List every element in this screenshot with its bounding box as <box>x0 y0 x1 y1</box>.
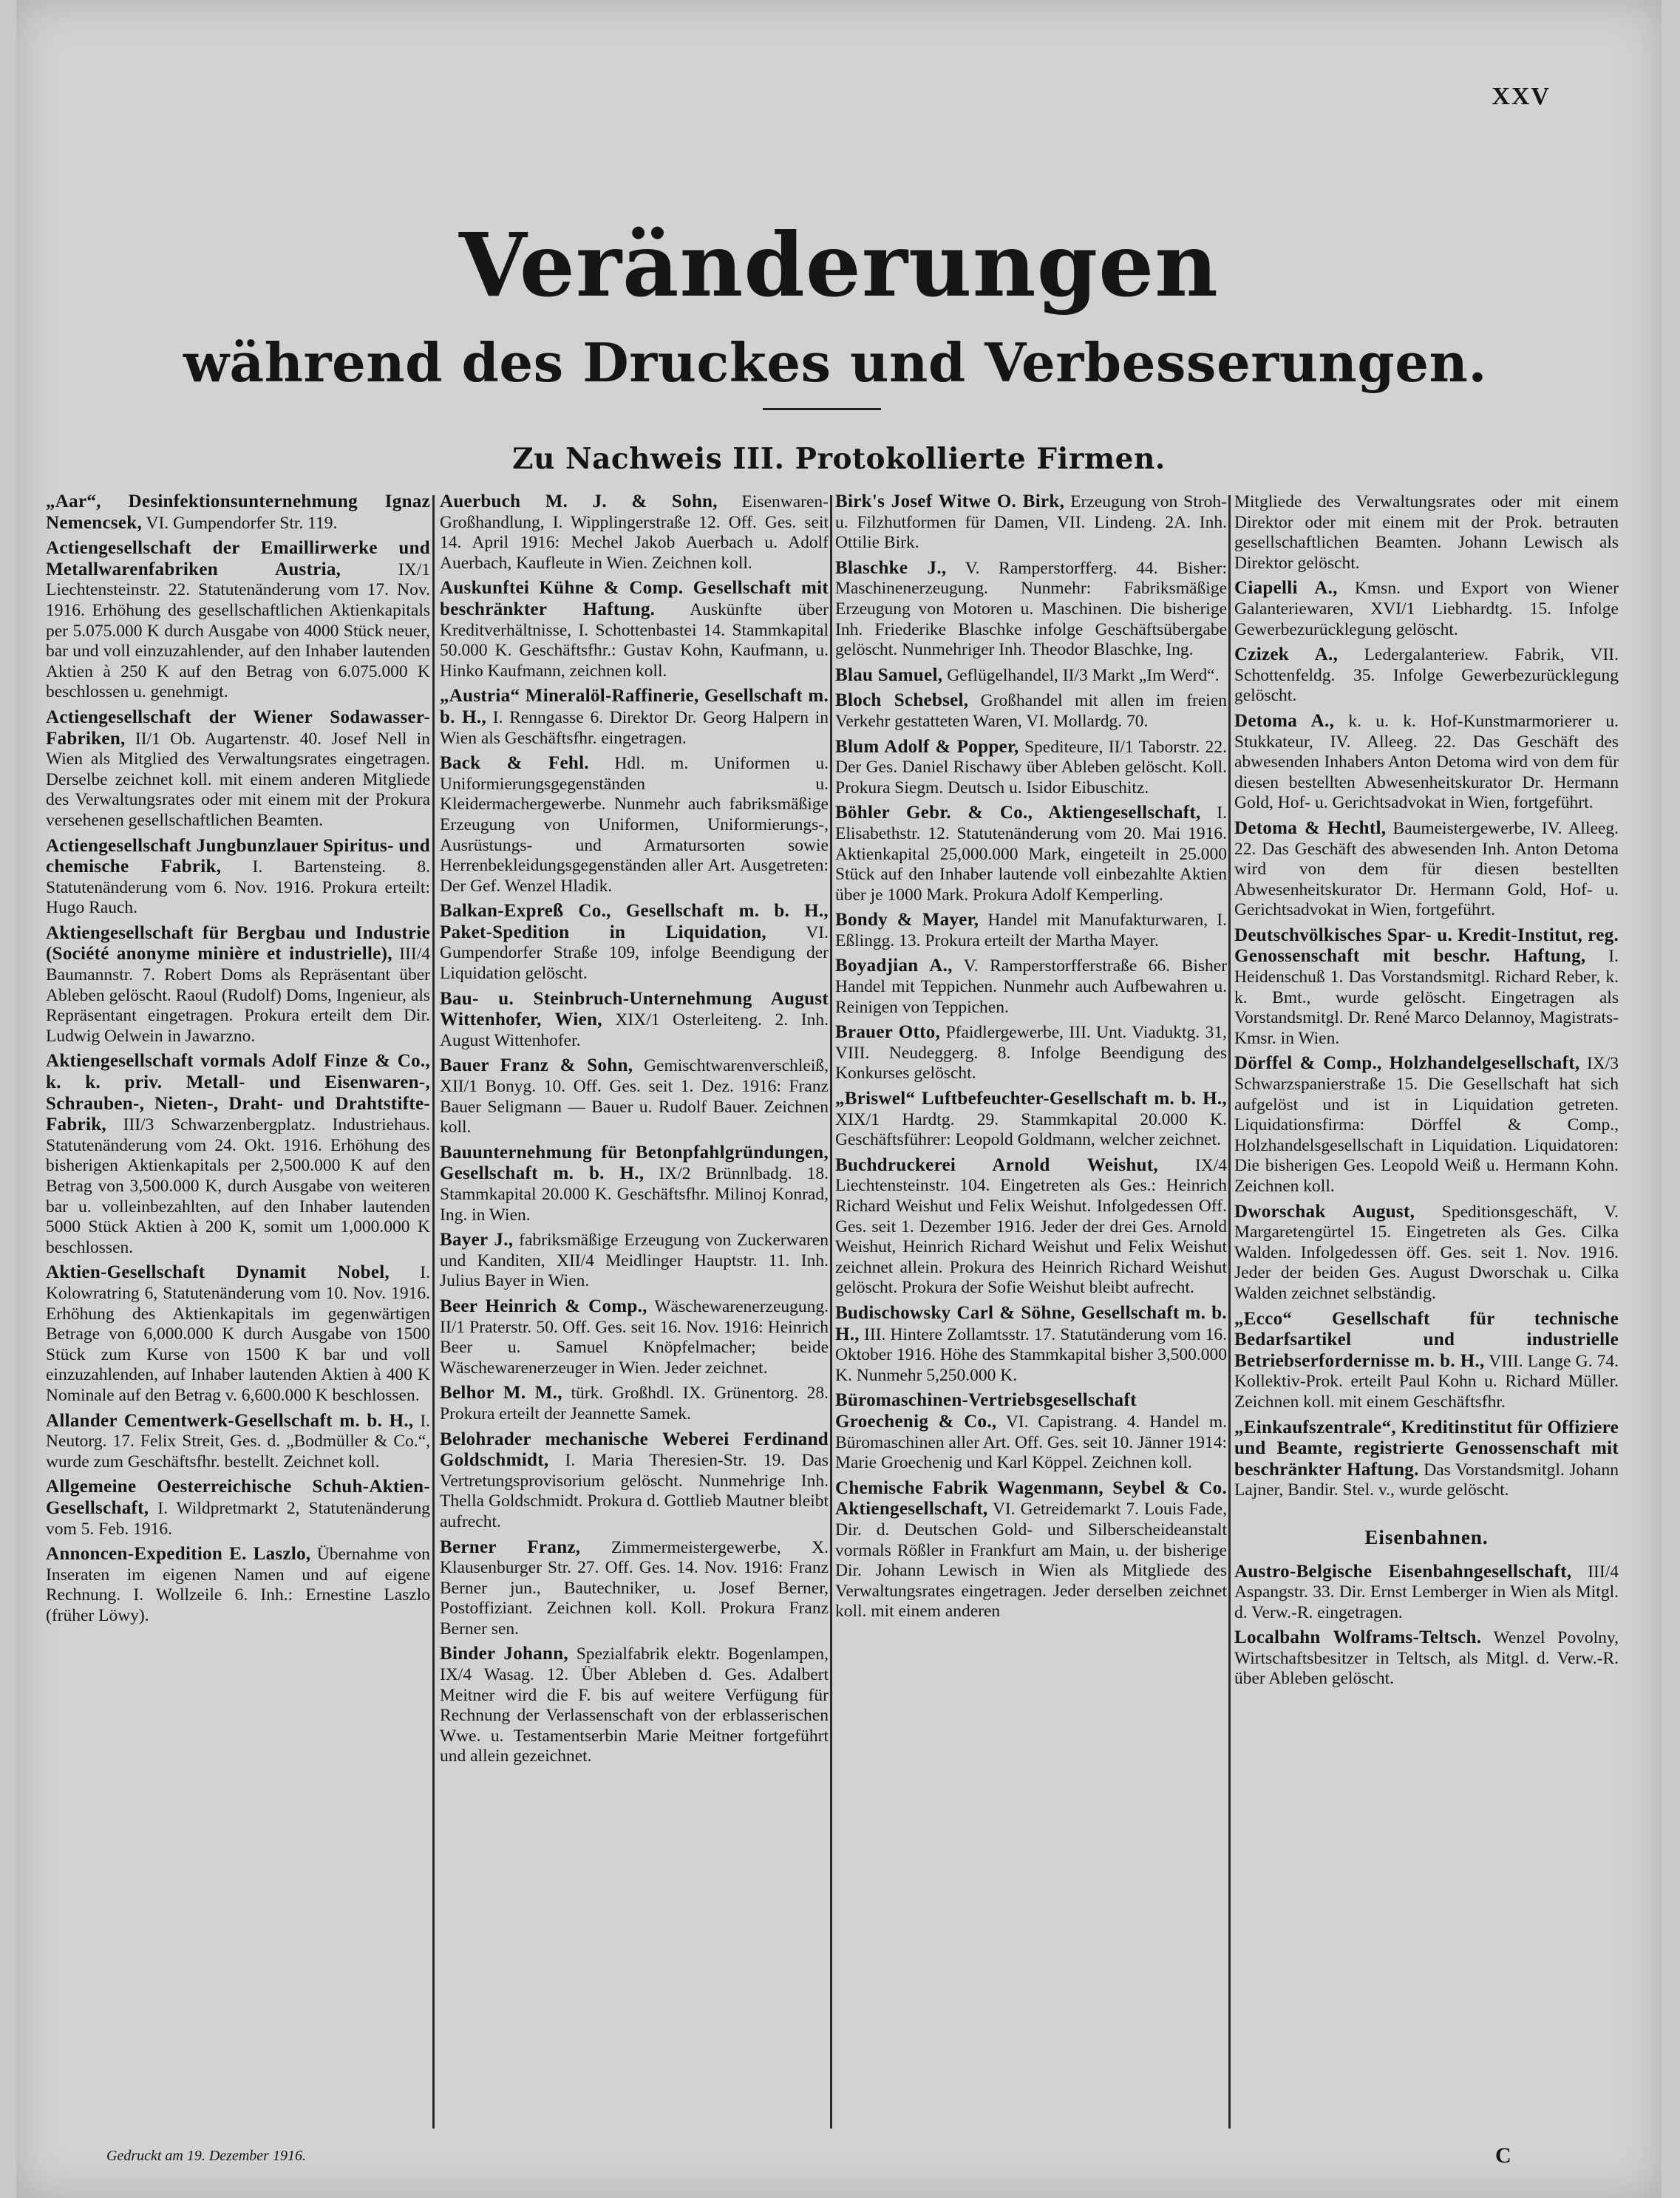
entry-text: fabriksmäßige Erzeugung von Zuckerwaren und Kanditen, XII/4 Meidlinger Hauptstr. 11. Inh. Julius Bayer in Wien. <box>440 1231 829 1291</box>
entry-name: Deutschvölkisches Spar- u. Kredit-Institut, reg. Genossenschaft mit beschr. Haftung, <box>1234 925 1619 967</box>
entry-name: Actiengesellschaft der Emaillirwerke und Metallwarenfabriken Austria, <box>46 538 430 579</box>
entry <box>440 1644 829 1767</box>
entry-name: Budischowsky Carl & Söhne, Gesellschaft m. b. H., <box>835 1302 1227 1344</box>
entry <box>1234 644 1619 707</box>
column-divider <box>1228 495 1231 2129</box>
entry <box>440 901 829 984</box>
entry <box>440 1143 829 1225</box>
entry <box>46 538 430 703</box>
entry-name: Beer Heinrich & Comp., <box>440 1296 647 1316</box>
entry <box>1234 925 1619 1049</box>
entry-name: „Einkaufszentrale“, Kreditinstitut für Offiziere und Beamte, registrierte Genossenschaft mit beschränkter Haftung. <box>1234 1417 1619 1480</box>
entry-name: Buchdruckerei Arnold Weishut, <box>835 1154 1158 1175</box>
entry-text: III. Hintere Zollamtsstr. 17. Statutänderung vom 16. Oktober 1916. Höhe des Stammkapital bisher 3,500.000 K. Nunmehr 5,250.000 K. <box>835 1324 1227 1385</box>
entry-name: Aktiengesellschaft für Bergbau und Industrie (Société anonyme minière et industrielle), <box>46 922 430 964</box>
entry <box>46 923 430 1047</box>
entry-text: türk. Großhdl. IX. Grünentorg. 28. Prokura erteilt der Jeannette Samek. <box>440 1384 829 1423</box>
entry-name: Ciapelli A., <box>1234 578 1338 599</box>
entry-text: I. Maria Theresien-Str. 19. Das Vertretungsprovisorium gelöscht. Nunmehrige Inh. Thella Goldschmidt. Prokura d. Gottlieb Mautner bleibt aufrecht. <box>440 1451 829 1531</box>
entry <box>46 1544 430 1626</box>
entry-name: Detoma A., <box>1234 710 1335 731</box>
entry-text: VI. Gumpendorfer Straße 109, infolge Beendigung der Liquidation gelöscht. <box>440 922 829 984</box>
entry <box>1234 1627 1619 1690</box>
entry-text: Wenzel Povolny, Wirtschaftsbesitzer in Teltsch, als Mitgl. d. Verw.-R. über Ableben gelöscht. <box>1234 1628 1619 1689</box>
entry-text: Spezialfabrik elektr. Bogenlampen, IX/4 Wasag. 12. Über Ableben d. Ges. Adalbert Meitner wird die F. bis auf weitere Verfügung für Rechnung der Verlassenschaft von der erblasserischen Wwe. u. Testamentserbin Marie Meitner fortgeführt und allein gezeichnet. <box>440 1644 829 1766</box>
entry <box>835 956 1227 1018</box>
entry <box>440 1537 829 1640</box>
entry-text: Kmsn. und Export von Wiener Galanteriewaren, XVI/1 Liebhardtg. 15. Infolge Gewerbezurücklegung gelöscht. <box>1234 579 1619 639</box>
entry-name: Blaschke J., <box>835 557 947 578</box>
entry <box>440 1296 829 1378</box>
entry <box>440 1383 829 1424</box>
entry-name: Dörffel & Comp., Holzhandelgesellschaft, <box>1234 1053 1580 1074</box>
printed-date-note: Gedruckt am 19. Dezember 1916. <box>106 2148 306 2164</box>
entry-name: Blum Adolf & Popper, <box>835 736 1019 757</box>
entry <box>440 686 829 749</box>
entry-name: Localbahn Wolframs-Teltsch. <box>1234 1627 1482 1648</box>
entry-name: Birk's Josef Witwe O. Birk, <box>835 491 1065 511</box>
entry-name: „Briswel“ Luftbefeuchter-Gesellschaft m. b. H., <box>835 1089 1227 1109</box>
entry-name: Balkan-Expreß Co., Gesellschaft m. b. H., Paket-Spedition in Liquidation, <box>440 901 829 942</box>
entry <box>440 1429 829 1533</box>
entry-text: VI. Capistrang. 4. Handel m. Büromaschinen aller Art. Off. Ges. seit 10. Jänner 1914: Marie Groechenig und Karl Köppel. Zeichnen koll. <box>835 1412 1227 1473</box>
entry-text: VI. Gumpendorfer Str. 119. <box>146 513 338 533</box>
entry <box>835 1155 1227 1299</box>
entry-name: Auerbuch M. J. & Sohn, <box>440 491 718 511</box>
entry-text: Ledergalanteriew. Fabrik, VII. Schottenfeldg. 35. Infolge Gewerbezurücklegung gelöscht. <box>1234 645 1619 706</box>
entry <box>1234 578 1619 640</box>
entry <box>835 665 1227 687</box>
entry-name: Binder Johann, <box>440 1644 568 1664</box>
entry-text: Gemischtwarenverschleiß, XII/1 Bonyg. 10. Off. Ges. seit 1. Dez. 1916: Franz Bauer Seligmann — Bauer u. Rudolf Bauer. Zeichnen koll. <box>440 1056 829 1137</box>
sub-title: während des Druckes und Verbesserungen. <box>183 331 1487 394</box>
entry-name: „Aar“, Desinfektionsunternehmung Ignaz Nemencsek, <box>46 491 430 533</box>
entry <box>440 1055 829 1137</box>
entry <box>440 578 829 681</box>
entry-name: Bau- u. Steinbruch-Unternehmung August Wittenhofer, Wien, <box>440 988 829 1030</box>
entry-text: Erzeugung von Stroh- u. Filzhutformen für Damen, VII. Lindeng. 2A. Inh. Ottilie Birk. <box>835 492 1227 553</box>
entry <box>835 1089 1227 1151</box>
entry-name: Dworschak August, <box>1234 1201 1415 1222</box>
entry-name: Allgemeine Oesterreichische Schuh-Aktien-Gesellschaft, <box>46 1477 430 1518</box>
entry <box>440 491 829 574</box>
entry-text: Wäschewarenerzeugung. II/1 Praterstr. 50. Off. Ges. seit 16. Nov. 1916: Heinrich Beer u. Samuel Knöpfelmacher; beide Wäschewarenerzeuger in Wien. Jeder zeichnet. <box>440 1296 829 1378</box>
entry-name: Actiengesellschaft der Wiener Sodawasser-Fabriken, <box>46 707 430 749</box>
title-divider <box>763 408 881 410</box>
entry <box>440 753 829 896</box>
entry-text: IX/1 Liechtensteinstr. 22. Statutenänderung vom 17. Nov. 1916. Erhöhung des gesellschaftlichen Aktienkapitals per 5.075.000 K durch Ausgabe von 4000 Stück neuer, bar und voll einzuzahlender, auf den Inhaber lautenden Aktien à 250 K auf den Betrag von 6.075.000 K beschlossen u. genehmigt. <box>46 559 430 702</box>
entry-text: I. Elisabethstr. 12. Statutenänderung vom 20. Mai 1916. Aktienkapital 25,000.000 Mark, eingeteilt in 25.000 Stück auf den Inhaber lautende voll einbezahlte Aktien über je 1000 Mark. Prokura Adolf Kemperling. <box>835 803 1227 905</box>
entry <box>1234 1309 1619 1413</box>
section-heading: Zu Nachweis III. Protokollierte Firmen. <box>512 442 1166 476</box>
entry-text: V. Ramperstorfferg. 44. Bisher: Maschinenerzeugung. Nunmehr: Fabriksmäßige Erzeugung von Motoren u. Maschinen. Die bisherige Inh. Friederike Blaschke infolge Geschäftsübergabe gelöscht. Nunmehriger Inh. Theodor Blaschke, Ing. <box>835 558 1227 660</box>
entry-text: Das Vorstandsmitgl. Johann Lajner, Bandir. Stel. v., wurde gelöscht. <box>1234 1460 1619 1500</box>
entry-name: „Ecco“ Gesellschaft für technische Bedarfsartikel und industrielle Betriebserfordernisse m. b. H., <box>1234 1308 1619 1371</box>
entry-name: Annoncen-Expedition E. Laszlo, <box>46 1544 311 1565</box>
text-column-2 <box>440 491 829 2143</box>
entry-name: Belhor M. M., <box>440 1383 562 1403</box>
entry-name: Czizek A., <box>1234 644 1339 665</box>
entry-text: Geflügelhandel, II/3 Markt „Im Werd“. <box>947 665 1220 685</box>
entry-name: Detoma & Hechtl, <box>1234 817 1387 838</box>
entry <box>835 690 1227 732</box>
entry-text: IX/2 Brünnlbadg. 18. Stammkapital 20.000 K. Geschäftsfhr. Milinoj Konrad, Ing. in Wien. <box>440 1164 829 1225</box>
entry-name: Belohrader mechanische Weberei Ferdinand Goldschmidt, <box>440 1429 829 1471</box>
entry-name: Büromaschinen-Vertriebsgesellschaft Groechenig & Co., <box>835 1390 1137 1432</box>
entry <box>440 1230 829 1292</box>
document-page <box>16 0 1662 2198</box>
entry-text: Auskünfte über Kreditverhältnisse, I. Schottenbastei 14. Stammkapital 50.000 K. Geschäftsfhr.: Gustav Kohn, Kaufmann, u. Hinko Kaufmann, zeichnen koll. <box>440 599 829 681</box>
entry-name: Brauer Otto, <box>835 1022 941 1043</box>
entry <box>1234 711 1619 814</box>
entry-name: Bauunternehmung für Betonpfahlgründungen, Gesellschaft m. b. H., <box>440 1142 829 1184</box>
entry-text: III/3 Schwarzenbergplatz. Industriehaus. Statutenänderung vom 24. Okt. 1916. Erhöhung des bisherigen Aktienkapitals per 2,500.000 K auf den Betrag von 3,500.000 K, durch Ausgabe von weiteren bar u. volleinbezahlten, auf den Inhaber lautenden 5000 Stück Aktien à 200 K, somit um 1,000.000 K beschlossen. <box>46 1115 430 1257</box>
entry <box>46 1411 430 1473</box>
entry-text: IX/4 Liechtensteinstr. 104. Eingetreten als Ges.: Heinrich Richard Weishut und Felix Weishut. Infolgedessen Off. Ges. seit 1. Dezember 1916. Jeder der drei Ges. Arnold Weishut, Heinrich Richard Weishut und Felix Weishut zeichnet allein. Prokura des Heinrich Richard Weishut gelöscht. Prokura der Sofie Weishut bleibt aufrecht. <box>835 1155 1227 1298</box>
entry-text: I. Heidenschuß 1. Das Vorstandsmitgl. Richard Reber, k. k. Bmt., wurde gelöscht. Eingetragen als Vorstandsmitgl. Dr. René Marco Delannoy, Magistrats-Kmsr. in Wien. <box>1234 947 1619 1048</box>
entry-name: Austro-Belgische Eisenbahngesellschaft, <box>1234 1561 1572 1582</box>
entry <box>46 1477 430 1539</box>
entry-name: Actiengesellschaft Jungbunzlauer Spiritus- und chemische Fabrik, <box>46 835 430 877</box>
entry-name: Bloch Schebsel, <box>835 690 969 711</box>
entry <box>835 1303 1227 1386</box>
entry-name: Chemische Fabrik Wagenmann, Seybel & Co. Aktiengesellschaft, <box>835 1477 1227 1520</box>
column-divider <box>432 495 435 2129</box>
entry-text: Großhandel mit allen im freien Verkehr gestatteten Waren, VI. Mollardg. 70. <box>835 691 1227 731</box>
entry <box>46 491 430 534</box>
entry-name: Aktiengesellschaft vormals Adolf Finze & Co., k. k. priv. Metall- und Eisenwaren-, Schrauben-, Nieten-, Draht- und Drahtstifte-Fabrik, <box>46 1051 430 1135</box>
entry <box>1234 1562 1619 1624</box>
entry-name: Back & Fehl. <box>440 753 589 774</box>
page-number: XXV <box>1492 83 1551 110</box>
entry-name: „Austria“ Mineralöl-Raffinerie, Gesellschaft m. b. H., <box>440 686 829 727</box>
entry-text: Übernahme von Inseraten im eigenen Namen und auf eigene Rechnung. I. Wollzeile 6. Inh.: Ernestine Laszlo (früher Löwy). <box>46 1545 430 1625</box>
entry-text: I. Bartensteing. 8. Statutenänderung vom 6. Nov. 1916. Prokura erteilt: Hugo Rauch. <box>46 857 430 918</box>
entry-text: I. Kolowratring 6, Statutenänderung vom 10. Nov. 1916. Erhöhung des Aktienkapitals im gegenwärtigen Betrage von 6,000.000 K durch Ausgabe von 1500 Stück zum Kurse von 1500 K bar und voll einzuzahlenden, auf Inhaber lautenden Aktien à 400 K Nominale auf den Betrag v. 6,600.000 K beschlossen. <box>46 1263 430 1405</box>
entry-text: XIX/1 Osterleiteng. 2. Inh. August Wittenhofer. <box>440 1010 829 1050</box>
entry-text: XIX/1 Hardtg. 29. Stammkapital 20.000 K. Geschäftsführer: Leopold Goldmann, welcher zeichnet. <box>835 1109 1227 1150</box>
entry-name: Boyadjian A., <box>835 956 953 976</box>
sub-heading-railways: Eisenbahnen. <box>1364 1525 1489 1548</box>
entry-name: Böhler Gebr. & Co., Aktiengesellschaft, <box>835 803 1201 823</box>
entry <box>1234 818 1619 921</box>
entry-text: I. Neutorg. 17. Felix Streit, Ges. d. „Bodmüller & Co.“, wurde zum Geschäftsfhr. bestellt. Zeichnet koll. <box>46 1411 430 1471</box>
entry <box>835 1390 1227 1473</box>
main-title: Veränderungen <box>459 214 1219 316</box>
entry-text: VI. Getreidemarkt 7. Louis Fade, Dir. d. Deutschen Gold- und Silberscheideanstalt vormals Rößler in Frankfurt am Main, u. der bisherige Dir. Johann Lewisch in Wien als Mitgliede des Verwaltungsrates eingetragen. Jeder derselben zeichnet koll. mit einem anderen <box>835 1500 1227 1622</box>
entry <box>46 1262 430 1406</box>
entry-text: Spediteure, II/1 Taborstr. 22. Der Ges. Daniel Rischawy über Ableben gelöscht. Koll. Prokura Siegm. Deutsch u. Isidor Eibuschitz. <box>835 737 1227 797</box>
entry <box>835 803 1227 905</box>
entry <box>46 707 430 831</box>
entry <box>835 1022 1227 1084</box>
entry-name: Aktien-Gesellschaft Dynamit Nobel, <box>46 1262 390 1283</box>
entry-text: IX/3 Schwarzspanierstraße 15. Die Gesellschaft hat sich aufgelöst und ist in Liquidation getreten. Liquidationsfirma: Dörffel & Comp., Holzhandelsgesellschaft in Liquidation. Liquidatoren: Die bisherigen Ges. Leopold Weiß u. Hermann Kohn. Zeichnen koll. <box>1234 1054 1619 1196</box>
entry-text: Eisenwaren-Großhandlung, I. Wipplingerstraße 12. Off. Ges. seit 14. April 1916: Mechel Jakob Auerbach u. Adolf Auerbach, Kaufleute in Wien. Zeichnen koll. <box>440 492 829 573</box>
entry-name: Bayer J., <box>440 1230 514 1251</box>
entry-text: Handel mit Manufakturwaren, I. Eßlingg. 13. Prokura erteilt der Martha Mayer. <box>835 911 1227 950</box>
text-column-1 <box>46 491 430 2143</box>
entry-text: I. Wildpretmarkt 2, Statutenänderung vom 5. Feb. 1916. <box>46 1498 430 1539</box>
entry <box>1234 1202 1619 1304</box>
entry-text: k. u. k. Hof-Kunstmarmorierer u. Stukkateur, IV. Alleeg. 22. Das Geschäft des abwesenden Inhabers Anton Detoma wird von dem für diesen bestellten Abwesenheitskurator Dr. Hermann Gold, Hof- u. Gerichtsadvokat in Wien, fortgeführt. <box>1234 711 1619 813</box>
entry <box>1234 491 1619 574</box>
entry <box>835 558 1227 661</box>
entry <box>835 1478 1227 1622</box>
entry <box>1234 1053 1619 1197</box>
entry <box>835 910 1227 951</box>
entry-text: I. Renngasse 6. Direktor Dr. Georg Halpern in Wien als Geschäftsfhr. eingetragen. <box>440 707 829 748</box>
entry-text: III/4 Baumannstr. 7. Robert Doms als Repräsentant über Ableben gelöscht. Raoul (Rudolf) Doms, Ingenieur, als Repräsentant eingetragen. Prokura erteilt dem Dir. Ludwig Oelwein in Jawarzno. <box>46 945 430 1046</box>
entry-text: Hdl. m. Uniformen u. Uniformierungsgegenständen u. Kleidermachergewerbe. Nunmehr auch fabriksmäßige Erzeugung von Uniformen, Uniformierungs-, Ausrüstungs- und Armatursorten sowie Herrenbekleidungsgegenständen aller Art. Ausgetreten: Der Gef. Wenzel Hladik. <box>440 754 829 896</box>
entry-name: Auskunftei Kühne & Comp. Gesellschaft mit beschränkter Haftung. <box>440 578 829 619</box>
column-divider <box>830 495 832 2129</box>
entry-name: Blau Samuel, <box>835 664 943 685</box>
entry-text: II/1 Ob. Augartenstr. 40. Josef Nell in Wien als Mitglied des Verwaltungsrates eingetragen. Derselbe zeichnet koll. mit einem anderen Mitgliede des Verwaltungsrates oder mit einem mit der Prokura versehenen gesellschaftlichen Beamten. <box>46 729 430 830</box>
entry <box>46 836 430 919</box>
entry-name: Allander Cementwerk-Gesellschaft m. b. H., <box>46 1410 414 1431</box>
entry <box>835 737 1227 799</box>
entry <box>440 989 829 1052</box>
entry-name: Berner Franz, <box>440 1537 581 1557</box>
entry-text: Zimmermeistergewerbe, X. Klausenburger Str. 27. Off. Ges. 14. Nov. 1916: Franz Berner jun., Bautechniker, u. Josef Berner, Postoffiziant. Zeichnen koll. Koll. Prokura Franz Berner sen. <box>440 1537 829 1639</box>
entry <box>46 1051 430 1258</box>
entry-name: Bauer Franz & Sohn, <box>440 1055 633 1076</box>
entry-name: Bondy & Mayer, <box>835 910 979 930</box>
text-column-4 <box>1234 491 1619 2143</box>
entry-text: Speditionsgeschäft, V. Margaretengürtel 15. Eingetreten als Ges. Cilka Walden. Infolgedessen öff. Ges. seit 1. Nov. 1916. Jeder der beiden Ges. August Dworschak u. Cilka Walden zeichnet selbständig. <box>1234 1202 1619 1303</box>
entry-text: Pfaidlergewerbe, III. Unt. Viaduktg. 31, VIII. Neudeggerg. 8. Infolge Beendigung des Konkurses gelöscht. <box>835 1023 1227 1083</box>
entry-text: V. Ramperstorfferstraße 66. Bisher Handel mit Teppichen. Nunmehr auch Aufbewahren u. Reinigen von Teppichen. <box>835 956 1227 1017</box>
entry-text: III/4 Aspangstr. 33. Dir. Ernst Lemberger in Wien als Mitgl. d. Verw.-R. eingetragen. <box>1234 1562 1619 1622</box>
entry <box>1234 1418 1619 1501</box>
entry-text: Mitgliede des Verwaltungsrates oder mit einem Direktor oder mit einem mit der Prok. betrauten gesellschaftlichen Beamten. Johann Lewisch als Direktor gelöscht. <box>1234 492 1619 573</box>
entry-text: Baumeistergewerbe, IV. Alleeg. 22. Das Geschäft des abwesenden Inh. Anton Detoma wird von dem für diesen bestellten Abwesenheitskurator Dr. Hermann Gold, Hof- u. Gerichtsadvokat in Wien, fortgeführt. <box>1234 818 1619 920</box>
entry-text: VIII. Lange G. 74. Kollektiv-Prok. erteilt Paul Kohn u. Richard Müller. Zeichnen koll. mit einem Geschäftsfhr. <box>1234 1351 1619 1412</box>
text-column-3 <box>835 491 1227 2143</box>
entry <box>835 491 1227 554</box>
signature-mark: C <box>1495 2143 1511 2168</box>
